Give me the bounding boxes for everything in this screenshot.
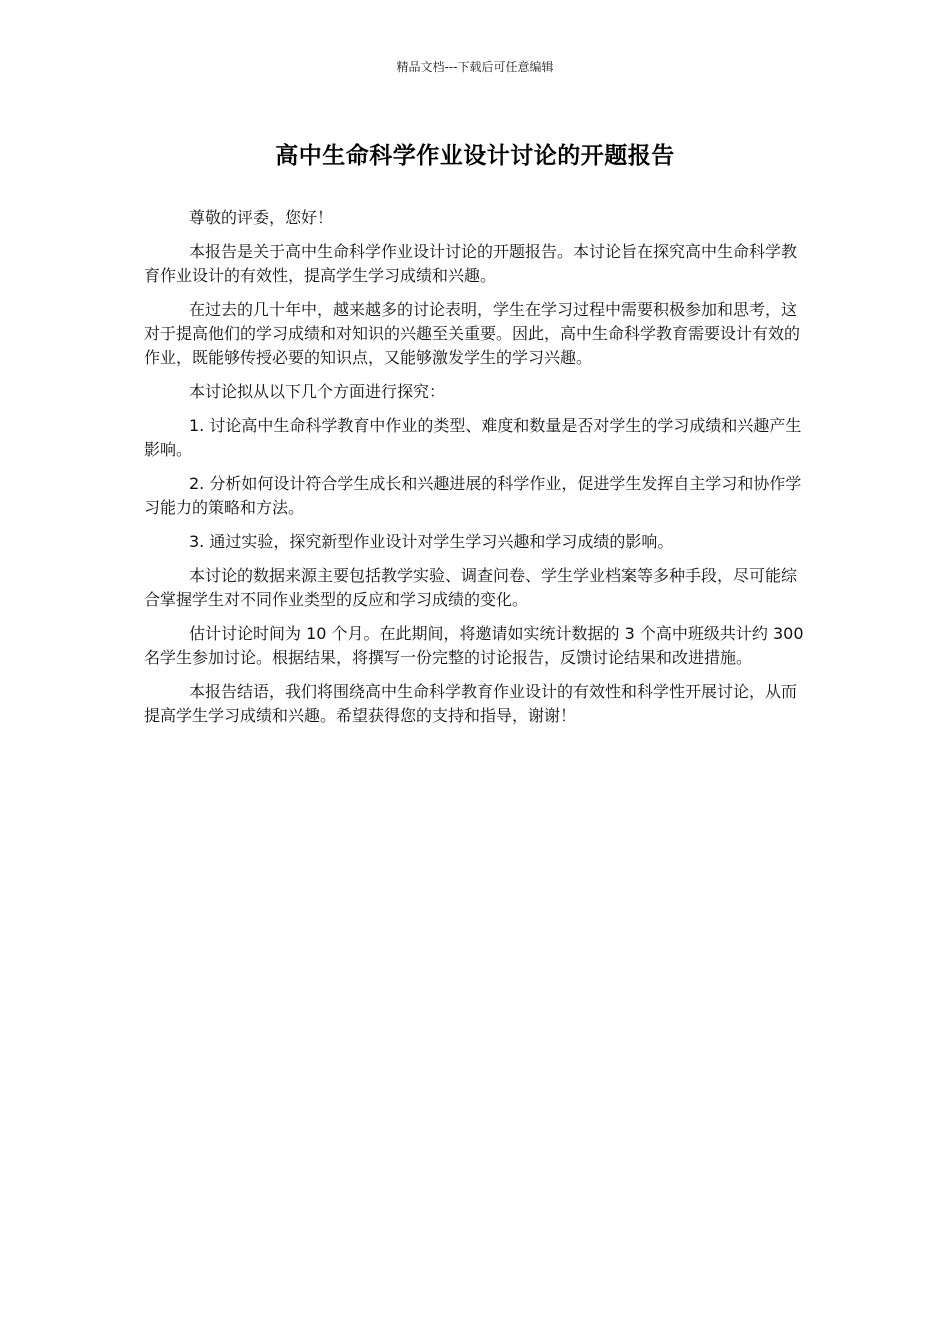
header-note: 精品文档---下载后可任意编辑 <box>396 60 554 74</box>
paragraph-aspect-2: 2. 分析如何设计符合学生成长和兴趣进展的科学作业，促进学生发挥自主学习和协作学习能力的策略和方法。 <box>144 474 802 517</box>
paragraph-timeline: 估计讨论时间为 10 个月。在此期间，将邀请如实统计数据的 3 个高中班级共计约 300 名学生参加讨论。根据结果，将撰写一份完整的讨论报告，反馈讨论结果和改进措施。 <box>144 624 804 667</box>
document-title: 高中生命科学作业设计讨论的开题报告 <box>275 143 675 169</box>
paragraph-aspect-3: 3. 通过实验，探究新型作业设计对学生学习兴趣和学习成绩的影响。 <box>189 532 674 551</box>
paragraph-intro: 本报告是关于高中生命科学作业设计讨论的开题报告。本讨论旨在探究高中生命科学教育作业设计的有效性，提高学生学习成绩和兴趣。 <box>144 242 798 285</box>
paragraph-aspects-lead: 本讨论拟从以下几个方面进行探究： <box>189 382 446 401</box>
document-body <box>144 206 812 738</box>
paragraph-data-sources: 本讨论的数据来源主要包括教学实验、调查问卷、学生学业档案等多种手段，尽可能综合掌握学生对不同作业类型的反应和学习成绩的变化。 <box>144 566 798 609</box>
paragraph-conclusion: 本报告结语，我们将围绕高中生命科学教育作业设计的有效性和科学性开展讨论，从而提高学生学习成绩和兴趣。希望获得您的支持和指导，谢谢！ <box>144 682 798 725</box>
paragraph-aspect-1: 1. 讨论高中生命科学教育中作业的类型、难度和数量是否对学生的学习成绩和兴趣产生影响。 <box>144 416 802 459</box>
paragraph-background: 在过去的几十年中，越来越多的讨论表明，学生在学习过程中需要积极参加和思考，这对于提高他们的学习成绩和对知识的兴趣至关重要。因此，高中生命科学教育需要设计有效的作业，既能够传授必要的知识点，又能够激发学生的学习兴趣。 <box>144 300 801 367</box>
paragraph-greeting: 尊敬的评委，您好！ <box>189 208 334 227</box>
